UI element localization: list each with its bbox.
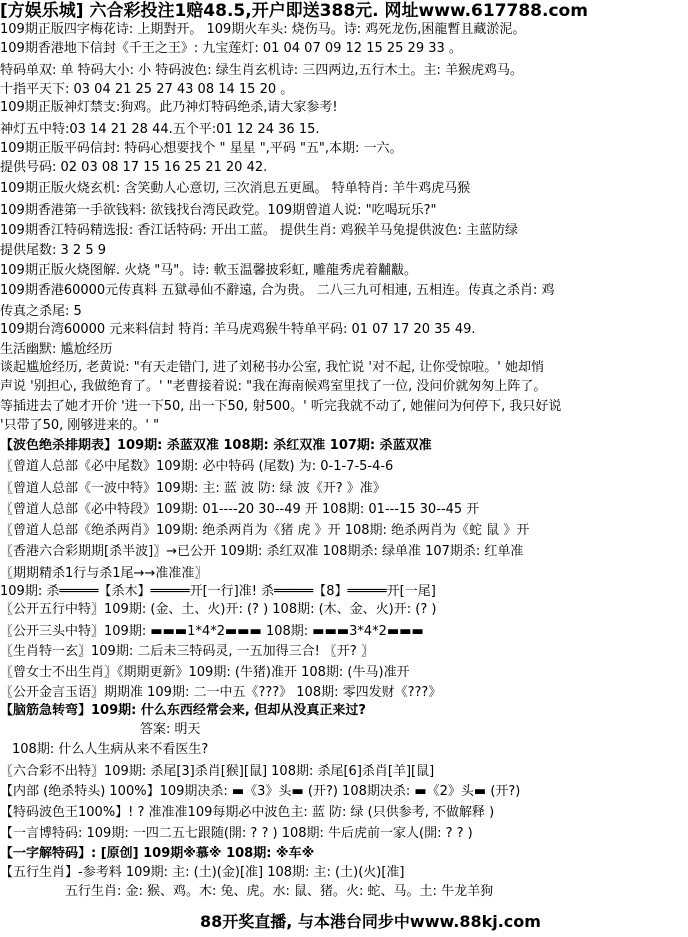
text-line: 〖公开金言玉语〗期期准 109期: 二一中五《???》 108期: 零四发财《???》 bbox=[0, 685, 442, 700]
text-line: 〖曾道人总部《必中尾数》109期: 必中特码 (尾数) 为: 0-1-7-5-4-6 bbox=[0, 459, 394, 474]
text-line: 【特码波色王100%】! ? 准准准109每期必中波色主: 蓝 防: 绿 (只供参考, 不做解释 ) bbox=[0, 805, 495, 820]
text-line: 109期正版火烧玄机: 含笑動人心意切, 三次消息五更風。 特单特肖: 羊牛鸡虎马猴 bbox=[0, 181, 471, 196]
text-line: 〖曾道人总部《必中特段》109期: 01----20 30--49 开 108期: 01---15 30--45 开 bbox=[0, 502, 480, 517]
text-line: 109期香江特码精选报: 香江话特码: 开出工蓝。 提供生肖: 鸡猴羊马兔提供波色: 主蓝防绿 bbox=[0, 223, 518, 238]
footer-banner: 88开奖直播, 与本港台同步中www.88kj.com bbox=[200, 912, 541, 931]
text-line: 提供尾数: 3 2 5 9 bbox=[0, 243, 106, 258]
text-line: 声说 '别担心, 我做绝育了。' "老曹接着说: "我在海南候鸡室里找了一位, 没问价就匆匆上阵了。 bbox=[0, 379, 547, 394]
text-line: 谈起尴尬经历, 老黄说: "有天走错门, 进了刘秘书办公室, 我忙说 '对不起, 让你受惊啦。' 她却悄 bbox=[0, 360, 544, 375]
text-line: 109期: 杀═════【杀木】═════开[一行]准! 杀═════【8】═════开[一尾] bbox=[0, 584, 436, 599]
text-line: '只带了50, 刚够进来的。' " bbox=[0, 418, 160, 433]
text-line: 109期正版神灯禁支:狗鸡。此乃神灯特码绝杀,请大家参考! bbox=[0, 100, 338, 115]
text-line: 〖公开五行中特〗109期: (金、土、火)开: (? ) 108期: (木、金、火)开: (? ) bbox=[0, 602, 437, 617]
text-line: 109期正版平码信封: 特码心想要找个 " 星星 ",平码 "五",本期: 一六。 bbox=[0, 141, 403, 156]
text-line: 109期香港第一手欲钱料: 欲钱找台湾民政党。109期曾道人说: "吃喝玩乐?" bbox=[0, 203, 437, 218]
text-line: 〖六合彩不出特〗109期: 杀尾[3]杀肖[猴][鼠] 108期: 杀尾[6]杀肖[羊][鼠] bbox=[0, 764, 435, 779]
text-line: 109期台湾60000 元来料信封 特肖: 羊马虎鸡猴牛特单平码: 01 07 17 20 35 49. bbox=[0, 322, 476, 337]
text-line: 神灯五中特:03 14 21 28 44.五个平:01 12 24 36 15. bbox=[0, 122, 320, 137]
text-line: 108期: 什么人生病从来不看医生? bbox=[12, 742, 209, 757]
text-line: 五行生肖: 金: 猴、鸡。木: 兔、虎。水: 鼠、猪。火: 蛇、马。土: 牛龙羊狗 bbox=[65, 884, 494, 899]
text-line: 【内部 (绝杀特头) 100%】109期决杀: ▬《3》头▬ (开?) 108期决杀: ▬《2》头▬ (开?) bbox=[0, 784, 521, 799]
text-line: 109期正版四字梅花诗: 上期對开。 109期火车头: 烧伤马。诗: 鸡死龙伤,困龍暫且藏淤泥。 bbox=[0, 22, 526, 37]
header-banner: [方娱乐城] 六合彩投注1赔48.5,开户即送388元. 网址www.617788.com bbox=[0, 1, 588, 21]
text-line: 【一言博特码: 109期: 一四二五七跟随(開: ? ? ) 108期: 牛后虎前一家人(開: ? ? ) bbox=[0, 826, 473, 841]
text-line: 109期正版火烧图解. 火烧 "马"。诗: 軟玉温馨披彩虹, 雕龍秀虎着黼黻。 bbox=[0, 263, 417, 278]
text-line: 【波色绝杀排期表】109期: 杀蓝双准 108期: 杀红双准 107期: 杀蓝双准 bbox=[0, 438, 432, 453]
text-line: 【五行生肖】-参考料 109期: 主: (土)(金)[准] 108期: 主: (土)(火)[准] bbox=[0, 865, 405, 880]
text-line: 答案: 明天 bbox=[140, 722, 201, 737]
text-line: 〖公开三头中特〗109期: ▬▬▬1*4*2▬▬▬ 108期: ▬▬▬3*4*2▬▬▬ bbox=[0, 624, 424, 639]
text-line: 109期香港60000元传真料 五獄尋仙不辭遠, 合为贵。 二八三九可相連, 五相连。传真之杀肖: 鸡 bbox=[0, 283, 555, 298]
text-line: 〖期期精杀1行与杀1尾→→准准准〗 bbox=[0, 566, 208, 581]
text-line: 生活幽默: 尴尬经历 bbox=[0, 342, 113, 357]
text-line: 〖曾女士不出生肖〗《期期更新》109期: (牛猪)准开 108期: (牛马)准开 bbox=[0, 665, 410, 680]
text-line: 〖香港六合彩期期[杀半波]〗→已公开 109期: 杀红双准 108期杀: 绿单准 107期杀: 红单准 bbox=[0, 544, 524, 559]
text-line: 【脑筋急转弯】109期: 什么东西经常会来, 但却从没真正来过? bbox=[0, 703, 366, 718]
text-line: 〖生肖特一玄〗109期: 二后未三特码灵, 一五加得三合! 〖开? 〗 bbox=[0, 644, 374, 659]
text-line: 109期香港地下信封《千王之王》: 九宝莲灯: 01 04 07 09 12 15 25 29 33 。 bbox=[0, 41, 462, 56]
text-line: 十指平天下: 03 04 21 25 27 43 08 14 15 20 。 bbox=[0, 82, 294, 97]
text-line: 〖曾道人总部《绝杀两肖》109期: 绝杀两肖为《猪 虎 》开 108期: 绝杀两肖为《蛇 鼠 》开 bbox=[0, 523, 530, 538]
text-line: 【一字解特码】: [原创] 109期※慕※ 108期: ※车※ bbox=[0, 846, 315, 861]
text-line: 提供号码: 02 03 08 17 15 16 25 21 20 42. bbox=[0, 160, 268, 175]
text-line: 〖曾道人总部《一波中特》109期: 主: 蓝 波 防: 绿 波《开? 》准》 bbox=[0, 481, 386, 496]
text-line: 等插进去了她才开价 '进一下50, 出一下50, 射500。' 听完我就不动了, 她催问为何停下, 我只好说 bbox=[0, 399, 562, 414]
text-line: 传真之杀尾: 5 bbox=[0, 304, 82, 319]
text-line: 特码单双: 单 特码大小: 小 特码波色: 绿生肖玄机诗: 三四两边,五行木土。主: 羊猴虎鸡马。 bbox=[0, 63, 523, 78]
